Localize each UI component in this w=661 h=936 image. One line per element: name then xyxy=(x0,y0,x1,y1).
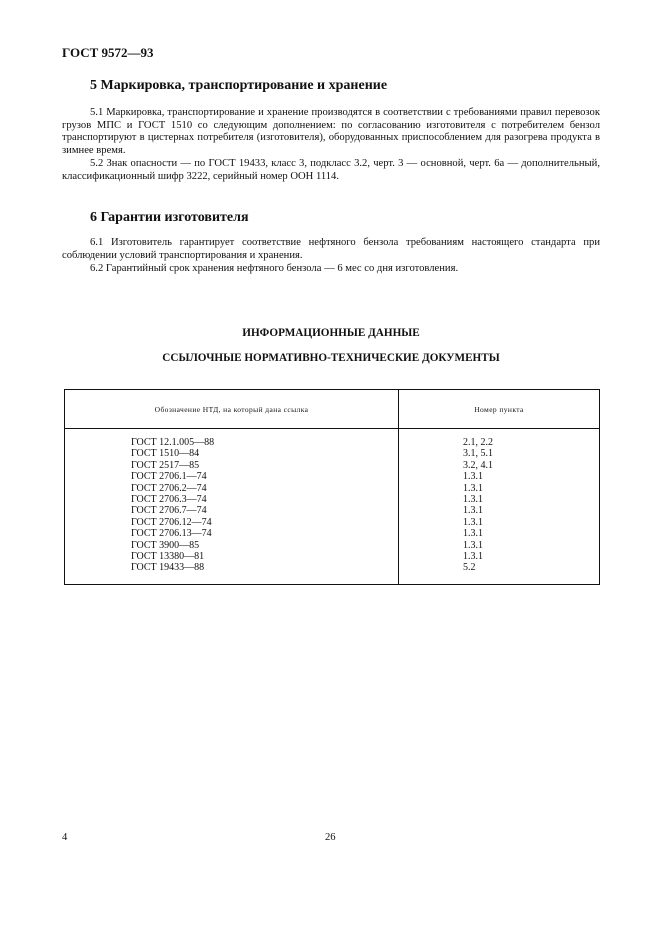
paragraph-6-1: 6.1 Изготовитель гарантирует соответствие нефтяного бензола требованиям настоящего стандарта при соблюдении условий транспортирования и хранения. xyxy=(62,237,600,261)
reference-table xyxy=(64,389,600,585)
table-cell-clause: 3.2, 4.1 xyxy=(463,459,493,471)
page-number-left: 4 xyxy=(62,832,68,843)
table-cell-clause: 5.2 xyxy=(463,562,476,574)
column-header-document: Обозначение НТД, на который дана ссылка xyxy=(65,390,399,429)
table-cell-document: ГОСТ 2706.3—74 xyxy=(131,494,207,506)
table-cell-document: ГОСТ 2517—85 xyxy=(131,459,200,471)
page-number-center: 26 xyxy=(325,832,336,843)
info-title: ИНФОРМАЦИОННЫЕ ДАННЫЕ xyxy=(242,327,420,339)
table-cell-document: ГОСТ 12.1.005—88 xyxy=(131,437,215,448)
paragraph-5-1: 5.1 Маркировка, транспортирование и хранение производятся в соответствии с требованиями правил перевозок грузов МПС и ГОСТ 1510 со следующим дополнением: по согласованию изготовителя с потребителем бензол транспортируют в цистернах потребителя (изготовителя), оборудованных приспособлением для разогрева продукта в зимнее время. xyxy=(62,107,600,156)
table-cell-document: ГОСТ 19433—88 xyxy=(131,562,205,574)
document-id: ГОСТ 9572—93 xyxy=(62,45,154,60)
table-cell-document: ГОСТ 2706.1—74 xyxy=(131,471,207,483)
table-cell-document: ГОСТ 3900—85 xyxy=(131,539,200,551)
table-cell-clause: 1.3.1 xyxy=(463,539,483,551)
table-cell-clause: 1.3.1 xyxy=(463,551,483,563)
info-subtitle: ССЫЛОЧНЫЕ НОРМАТИВНО-ТЕХНИЧЕСКИЕ ДОКУМЕНТЫ xyxy=(162,352,500,364)
section-5-title: 5 Маркировка, транспортирование и хранение xyxy=(90,78,388,93)
table-cell-clause: 3.1, 5.1 xyxy=(463,448,493,460)
table-cell-clause: 2.1, 2.2 xyxy=(463,437,493,448)
table-cell-document: ГОСТ 2706.7—74 xyxy=(131,505,207,517)
table-cell-document: ГОСТ 2706.2—74 xyxy=(131,482,207,494)
section-6-title: 6 Гарантии изготовителя xyxy=(90,210,249,225)
table-cell-clause: 1.3.1 xyxy=(463,505,483,517)
table-cell-document: ГОСТ 2706.13—74 xyxy=(131,528,212,540)
table-cell-document: ГОСТ 1510—84 xyxy=(131,448,200,460)
table-cell-clause: 1.3.1 xyxy=(463,482,483,494)
paragraph-6-2: 6.2 Гарантийный срок хранения нефтяного бензола — 6 мес со дня изготовления. xyxy=(90,263,459,274)
column-header-clause: Номер пункта xyxy=(399,390,600,429)
paragraph-5-2: 5.2 Знак опасности — по ГОСТ 19433, класс 3, подкласс 3.2, черт. 3 — основной, черт. 6а — дополнительный, классификационный шифр 3222, серийный номер ООН 1114. xyxy=(62,158,600,182)
table-cell-clause: 1.3.1 xyxy=(463,494,483,506)
clause-column xyxy=(399,429,600,585)
document-column xyxy=(65,429,399,585)
table-cell-clause: 1.3.1 xyxy=(463,516,483,528)
table-cell-clause: 1.3.1 xyxy=(463,528,483,540)
table-cell-document: ГОСТ 13380—81 xyxy=(131,551,205,563)
table-cell-clause: 1.3.1 xyxy=(463,471,483,483)
table-cell-document: ГОСТ 2706.12—74 xyxy=(131,516,212,528)
